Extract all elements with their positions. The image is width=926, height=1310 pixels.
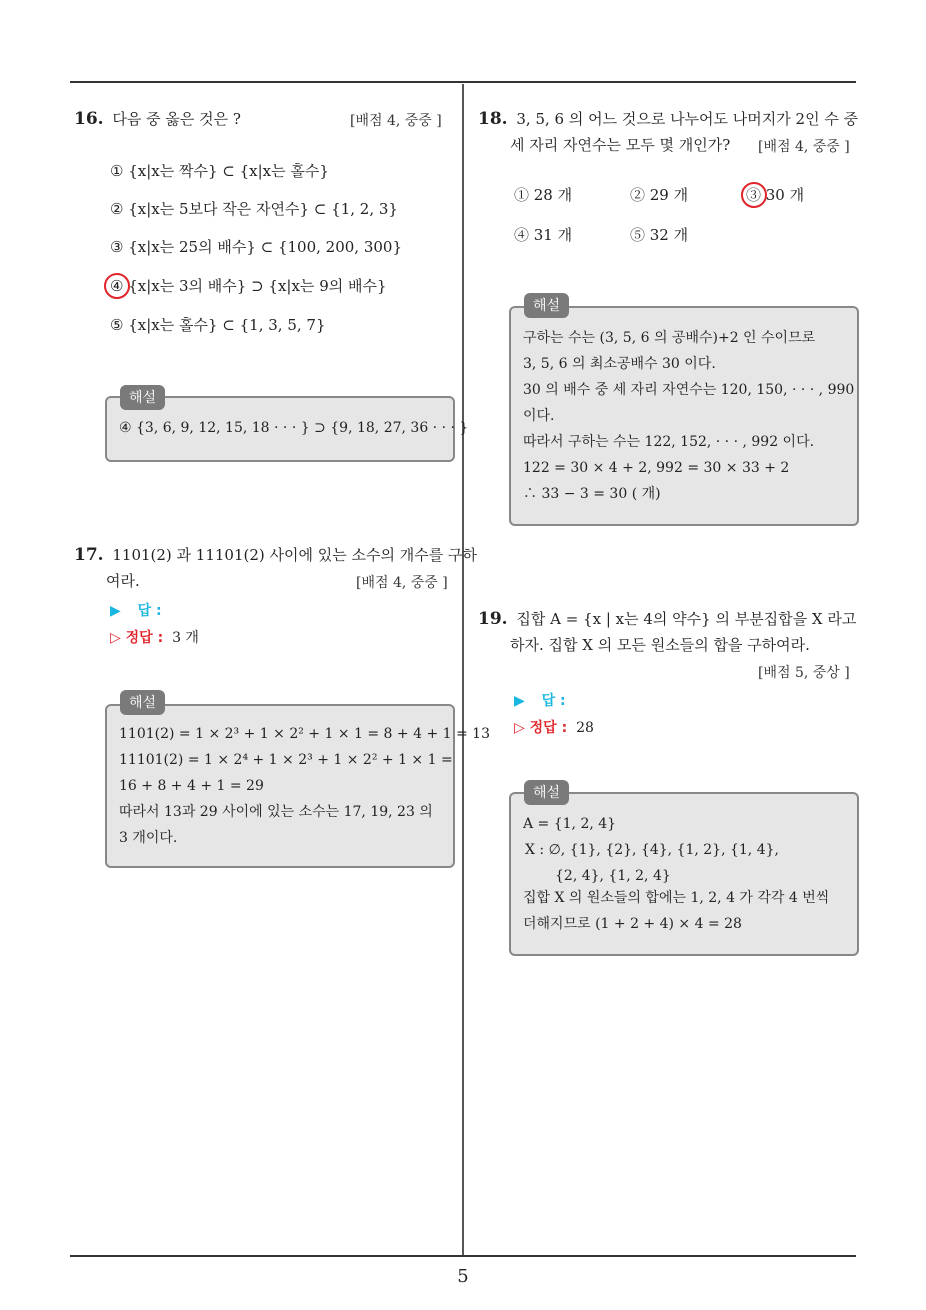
q19-answer-row (514, 690, 566, 710)
q18-explanation-tag: 해설 (524, 293, 569, 318)
q19-correct-row (514, 717, 594, 737)
q18-option-2[interactable]: ② 29 개 (630, 186, 689, 204)
q18-option-1[interactable]: ① 28 개 (514, 186, 573, 204)
q16-explanation-tag: 해설 (120, 385, 165, 410)
q18-explanation-box (509, 306, 859, 526)
q19-explanation-box (509, 792, 859, 956)
q18-explanation-line-7: ∴ 33 − 3 = 30 ( 개) (523, 486, 661, 502)
q19-explanation-line-4: 집합 X 의 원소들의 합에는 1, 2, 4 가 각각 4 번씩 (523, 890, 830, 906)
q18-question-line-1: 3, 5, 6 의 어느 것으로 나누어도 나머지가 2인 수 중 (516, 110, 859, 128)
q19-question-line-2: 하자. 집합 X 의 모든 원소들의 합을 구하여라. (510, 636, 810, 654)
q16-option-4[interactable]: ④ {x|x는 3의 배수} ⊃ {x|x는 9의 배수} (110, 277, 387, 295)
q18-question-line-2: 세 자리 자연수는 모두 몇 개인가? (510, 136, 731, 154)
q18-header (478, 106, 858, 132)
q17-explanation-line-3: 16 + 8 + 4 + 1 = 29 (119, 778, 264, 794)
q19-question-line-1: 집합 A = {x | x는 4의 약수} 의 부분집합을 X 라고 (516, 610, 857, 628)
q18-number: 18. (478, 109, 508, 129)
q18-explanation-line-3: 30 의 배수 중 세 자리 자연수는 120, 150, · · · , 990 (523, 382, 855, 398)
q17-answer-row (110, 600, 162, 620)
q17-explanation-line-2: 11101(2) = 1 × 2⁴ + 1 × 2³ + 1 × 2² + 1 × 1 = (119, 752, 453, 768)
q18-explanation-line-4: 이다. (523, 408, 555, 424)
q17-explanation-line-1: 1101(2) = 1 × 2³ + 1 × 2² + 1 × 1 = 8 + 4 + 1 = 13 (119, 726, 490, 742)
q17-question-line-1: 1101(2) 과 11101(2) 사이에 있는 소수의 개수를 구하 (112, 546, 477, 564)
q18-explanation-line-1: 구하는 수는 (3, 5, 6 의 공배수)+2 인 수이므로 (523, 330, 816, 346)
q17-play-icon: ▶ (110, 603, 121, 619)
q16-question: 다음 중 옳은 것은 ? (112, 110, 241, 128)
q17-correct-row (110, 627, 199, 647)
q17-explanation-line-4: 따라서 13과 29 사이에 있는 소수는 17, 19, 23 의 (119, 804, 433, 820)
q17-explanation-line-5: 3 개이다. (119, 830, 178, 846)
q18-points: [배점 4, 중중 ] (758, 139, 850, 155)
q16-option-3[interactable]: ③ {x|x는 25의 배수} ⊂ {100, 200, 300} (110, 238, 403, 256)
q18-option-3[interactable]: ③ 30 개 (746, 186, 805, 204)
q16-header (74, 106, 241, 132)
q17-header (74, 542, 477, 568)
q17-correct-value: 3 개 (172, 630, 199, 646)
q18-option-5[interactable]: ⑤ 32 개 (630, 226, 689, 244)
q19-correct-label: 정답 : (529, 720, 568, 736)
q17-number: 17. (74, 545, 104, 565)
column-divider (462, 84, 464, 1256)
q19-explanation-line-1: A = {1, 2, 4} (523, 816, 617, 832)
q19-header (478, 606, 856, 632)
q16-option-5[interactable]: ⑤ {x|x는 홀수} ⊂ {1, 3, 5, 7} (110, 316, 326, 334)
q17-correct-label: 정답 : (125, 630, 164, 646)
q19-play-icon: ▶ (514, 693, 525, 709)
bottom-rule (70, 1255, 856, 1257)
q18-explanation-line-5: 따라서 구하는 수는 122, 152, · · · , 992 이다. (523, 434, 815, 450)
q19-outline-play-icon: ▷ (514, 720, 525, 736)
q18-explanation-line-6: 122 = 30 × 4 + 2, 992 = 30 × 33 + 2 (523, 460, 790, 476)
q19-explanation-tag: 해설 (524, 780, 569, 805)
q17-question-line-2: 여라. (106, 572, 140, 590)
q19-explanation-line-3: {2, 4}, {1, 2, 4} (555, 868, 671, 884)
q19-explanation-line-2: X : ∅, {1}, {2}, {4}, {1, 2}, {1, 4}, (525, 842, 779, 858)
q18-option-4[interactable]: ④ 31 개 (514, 226, 573, 244)
q16-option-2[interactable]: ② {x|x는 5보다 작은 자연수} ⊂ {1, 2, 3} (110, 200, 398, 218)
q16-option-1[interactable]: ① {x|x는 짝수} ⊂ {x|x는 홀수} (110, 162, 329, 180)
q19-correct-value: 28 (576, 720, 594, 736)
q19-points: [배점 5, 중상 ] (758, 665, 850, 681)
top-rule (70, 81, 856, 83)
q19-explanation-line-5: 더해지므로 (1 + 2 + 4) × 4 = 28 (523, 916, 742, 932)
q18-explanation-line-2: 3, 5, 6 의 최소공배수 30 이다. (523, 356, 716, 372)
q19-answer-label: 답 : (541, 693, 566, 709)
q19-number: 19. (478, 609, 508, 629)
q17-explanation-box (105, 704, 490, 868)
q16-points: [배점 4, 중중 ] (350, 113, 442, 129)
q16-explanation-line-1: ④ {3, 6, 9, 12, 15, 18 · · · } ⊃ {9, 18, 27, 36 · · · } (119, 420, 469, 436)
page-number: 5 (457, 1266, 469, 1287)
q17-explanation-tag: 해설 (120, 690, 165, 715)
q16-number: 16. (74, 109, 104, 129)
q17-points: [배점 4, 중중 ] (356, 575, 448, 591)
q17-answer-label: 답 : (137, 603, 162, 619)
q17-outline-play-icon: ▷ (110, 630, 121, 646)
